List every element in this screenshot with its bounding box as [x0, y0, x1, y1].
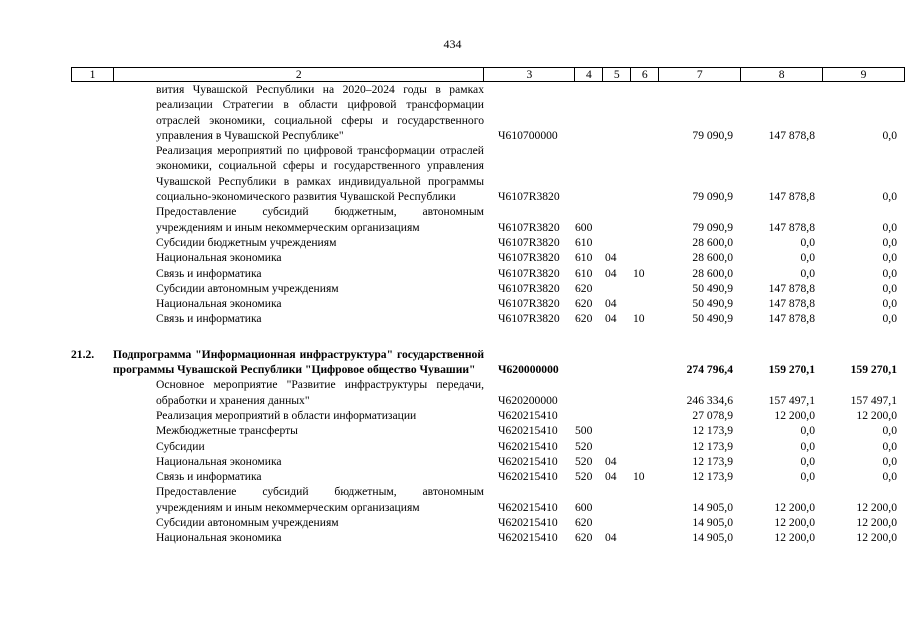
- row-amount-2: 147 878,8: [768, 128, 815, 142]
- row-amount-1: 246 334,6: [686, 393, 733, 407]
- row-amount-2: 147 878,8: [768, 281, 815, 295]
- row-amount-2: 147 878,8: [768, 297, 815, 311]
- row-subsection: 10: [633, 470, 645, 484]
- row-amount-1: 27 078,9: [692, 408, 733, 422]
- row-target-code: Ч6107R3820: [498, 297, 560, 311]
- row-amount-2: 0,0: [800, 266, 815, 280]
- row-target-code: Ч620200000: [498, 393, 558, 407]
- row-subsection: [631, 408, 659, 423]
- row-name: Национальная экономика: [156, 297, 282, 311]
- row-name: Национальная экономика: [156, 251, 282, 265]
- row-name: Субсидии бюджетным учреждениям: [156, 235, 337, 249]
- table-row: [71, 469, 897, 484]
- row-section: [603, 281, 631, 296]
- row-amount-3: 12 200,0: [856, 500, 897, 514]
- row-number: [71, 311, 113, 326]
- row-amount-2: 147 878,8: [768, 220, 815, 234]
- row-number: [71, 143, 113, 204]
- row-section: 04: [605, 312, 617, 326]
- row-amount-1: 79 090,9: [692, 190, 733, 204]
- row-amount-2: 147 878,8: [768, 312, 815, 326]
- column-header-3: 3: [484, 68, 575, 82]
- row-subsection: [631, 454, 659, 469]
- row-number: [71, 266, 113, 281]
- row-subsection: [631, 515, 659, 530]
- row-expense-type: 600: [575, 220, 593, 234]
- row-target-code: Ч6107R3820: [498, 235, 560, 249]
- row-expense-type: 620: [575, 531, 593, 545]
- row-name: Реализация мероприятий в области информатизации: [156, 408, 417, 422]
- row-section: [603, 204, 631, 235]
- row-amount-2: 147 878,8: [768, 190, 815, 204]
- row-subsection: [631, 250, 659, 265]
- row-number: [71, 408, 113, 423]
- row-subsection: [631, 296, 659, 311]
- row-section: [603, 439, 631, 454]
- row-amount-1: 79 090,9: [692, 220, 733, 234]
- table-row: [71, 266, 897, 281]
- row-number: [71, 281, 113, 296]
- row-target-code: Ч620215410: [498, 408, 558, 422]
- row-spacer: [71, 327, 897, 347]
- row-target-code: Ч6107R3820: [498, 312, 560, 326]
- row-number: [71, 235, 113, 250]
- row-number: [71, 204, 113, 235]
- table-row: [71, 454, 897, 469]
- row-subsection: [631, 347, 659, 378]
- row-section: 04: [605, 470, 617, 484]
- row-amount-1: 79 090,9: [692, 128, 733, 142]
- row-number: 21.2.: [71, 347, 95, 361]
- column-header-6: 6: [631, 68, 659, 82]
- row-number: [71, 515, 113, 530]
- row-section: [603, 377, 631, 408]
- row-amount-2: 12 200,0: [774, 500, 815, 514]
- row-name: Национальная экономика: [156, 531, 282, 545]
- row-amount-3: 0,0: [882, 424, 897, 438]
- column-header-8: 8: [741, 68, 823, 82]
- column-header-9: 9: [823, 68, 905, 82]
- table-row: [71, 204, 897, 235]
- row-amount-3: 0,0: [882, 266, 897, 280]
- row-name: Субсидии автономным учреждениям: [156, 281, 339, 295]
- page-number: 434: [443, 37, 462, 51]
- row-expense-type: 620: [575, 297, 593, 311]
- column-header-1: 1: [72, 68, 114, 82]
- row-expense-type: 520: [575, 439, 593, 453]
- row-amount-1: 50 490,9: [692, 297, 733, 311]
- budget-table: [71, 82, 897, 546]
- row-amount-1: 50 490,9: [692, 312, 733, 326]
- table-row: [71, 530, 897, 545]
- row-subsection: [631, 82, 659, 143]
- row-amount-2: 0,0: [800, 439, 815, 453]
- row-expense-type: 610: [575, 251, 593, 265]
- row-name: Реализация мероприятий по цифровой трансформации отраслей экономики, социальной сферы и государственного управления Чувашской Республики в рамках индивидуальной программы социально-экономического развития Чувашской Республики: [156, 144, 484, 204]
- row-subsection: [631, 281, 659, 296]
- row-amount-3: 157 497,1: [850, 393, 897, 407]
- row-amount-3: 0,0: [882, 439, 897, 453]
- row-target-code: Ч6107R3820: [498, 266, 560, 280]
- row-expense-type: [569, 377, 603, 408]
- row-subsection: [631, 143, 659, 204]
- row-subsection: 10: [633, 312, 645, 326]
- row-target-code: Ч620215410: [498, 500, 558, 514]
- row-expense-type: 610: [575, 235, 593, 249]
- row-expense-type: 520: [575, 454, 593, 468]
- row-amount-3: 12 200,0: [856, 408, 897, 422]
- row-amount-3: 0,0: [882, 190, 897, 204]
- table-row: [71, 235, 897, 250]
- row-amount-3: 0,0: [882, 281, 897, 295]
- row-amount-1: 28 600,0: [692, 251, 733, 265]
- row-name: Связь и информатика: [156, 470, 262, 484]
- row-amount-3: 12 200,0: [856, 531, 897, 545]
- table-row: [71, 484, 897, 515]
- row-name: Национальная экономика: [156, 454, 282, 468]
- row-name: Подпрограмма "Информационная инфраструктура" государственной программы Чувашской Республики "Цифровое общество Чувашии": [113, 347, 484, 377]
- row-amount-1: 12 173,9: [692, 470, 733, 484]
- row-section: [603, 82, 631, 143]
- row-amount-1: 274 796,4: [686, 363, 733, 377]
- row-expense-type: 520: [575, 470, 593, 484]
- row-section: [603, 408, 631, 423]
- row-target-code: Ч6107R3820: [498, 281, 560, 295]
- row-section: 04: [605, 297, 617, 311]
- row-amount-2: 0,0: [800, 454, 815, 468]
- row-number: [71, 423, 113, 438]
- row-section: [603, 235, 631, 250]
- row-amount-1: 14 905,0: [692, 531, 733, 545]
- row-amount-1: 12 173,9: [692, 439, 733, 453]
- table-row: [71, 82, 897, 143]
- row-amount-1: 50 490,9: [692, 281, 733, 295]
- row-section: 04: [605, 251, 617, 265]
- table-row: [71, 377, 897, 408]
- row-expense-type: 500: [575, 424, 593, 438]
- row-name: Основное мероприятие "Развитие инфраструктуры передачи, обработки и хранения данных": [156, 378, 484, 407]
- row-amount-3: 0,0: [882, 454, 897, 468]
- row-amount-2: 0,0: [800, 470, 815, 484]
- row-amount-2: 0,0: [800, 235, 815, 249]
- row-name: Межбюджетные трансферты: [156, 424, 298, 438]
- row-amount-3: 0,0: [882, 312, 897, 326]
- row-expense-type: [569, 408, 603, 423]
- row-amount-2: 12 200,0: [774, 408, 815, 422]
- row-name: Субсидии: [156, 439, 205, 453]
- row-expense-type: 610: [575, 266, 593, 280]
- row-target-code: Ч6107R3820: [498, 220, 560, 234]
- row-target-code: Ч620215410: [498, 424, 558, 438]
- row-target-code: Ч620000000: [498, 363, 559, 377]
- row-target-code: Ч620215410: [498, 531, 558, 545]
- row-expense-type: 620: [575, 281, 593, 295]
- row-amount-1: 14 905,0: [692, 516, 733, 530]
- row-number: [71, 530, 113, 545]
- row-name: Субсидии автономным учреждениям: [156, 516, 339, 530]
- row-number: [71, 250, 113, 265]
- row-section: 04: [605, 531, 617, 545]
- row-amount-3: 0,0: [882, 470, 897, 484]
- row-amount-3: 0,0: [882, 220, 897, 234]
- row-target-code: Ч620215410: [498, 454, 558, 468]
- column-header-row: [71, 67, 905, 82]
- row-section: 04: [605, 266, 617, 280]
- row-number: [71, 439, 113, 454]
- row-number: [71, 377, 113, 408]
- row-target-code: Ч6107R3820: [498, 190, 560, 204]
- row-amount-2: 159 270,1: [768, 363, 815, 377]
- row-subsection: [631, 377, 659, 408]
- table-row: [71, 347, 897, 378]
- row-amount-3: 0,0: [882, 297, 897, 311]
- row-section: 04: [605, 454, 617, 468]
- row-expense-type: 620: [575, 516, 593, 530]
- column-header-4: 4: [575, 68, 603, 82]
- row-amount-3: 0,0: [882, 251, 897, 265]
- row-subsection: [631, 204, 659, 235]
- row-expense-type: [569, 143, 603, 204]
- row-amount-2: 0,0: [800, 424, 815, 438]
- row-number: [71, 454, 113, 469]
- row-amount-2: 12 200,0: [774, 531, 815, 545]
- row-name: вития Чувашской Республики на 2020–2024 годы в рамках реализации Стратегии в области цифровой трансформации отраслей экономики, социальной сферы и государственного управления в Чувашской Республике": [156, 83, 484, 142]
- row-number: [71, 484, 113, 515]
- column-header-2: 2: [113, 68, 484, 82]
- row-name: Связь и информатика: [156, 312, 262, 326]
- row-section: [603, 515, 631, 530]
- column-header-5: 5: [603, 68, 631, 82]
- row-name: Предоставление субсидий бюджетным, автономным учреждениям и иным некоммерческим организациям: [156, 205, 484, 234]
- row-number: [71, 469, 113, 484]
- row-amount-3: 0,0: [882, 235, 897, 249]
- row-section: [603, 484, 631, 515]
- row-name: Предоставление субсидий бюджетным, автономным учреждениям и иным некоммерческим организациям: [156, 485, 484, 514]
- row-name: Связь и информатика: [156, 266, 262, 280]
- row-expense-type: 620: [575, 312, 593, 326]
- column-header-7: 7: [659, 68, 741, 82]
- row-amount-3: 12 200,0: [856, 516, 897, 530]
- table-row: [71, 423, 897, 438]
- row-amount-1: 14 905,0: [692, 500, 733, 514]
- table-row: [71, 311, 897, 326]
- row-expense-type: [569, 347, 603, 378]
- row-amount-3: 159 270,1: [850, 363, 897, 377]
- row-amount-1: 28 600,0: [692, 266, 733, 280]
- row-subsection: [631, 439, 659, 454]
- row-section: [603, 423, 631, 438]
- row-target-code: Ч620215410: [498, 439, 558, 453]
- table-row: [71, 281, 897, 296]
- row-amount-1: 28 600,0: [692, 235, 733, 249]
- row-amount-2: 157 497,1: [768, 393, 815, 407]
- row-target-code: Ч620215410: [498, 470, 558, 484]
- row-subsection: [631, 235, 659, 250]
- table-row: [71, 250, 897, 265]
- table-row: [71, 296, 897, 311]
- row-subsection: [631, 484, 659, 515]
- row-subsection: [631, 530, 659, 545]
- row-section: [603, 347, 631, 378]
- row-subsection: 10: [633, 266, 645, 280]
- table-row: [71, 515, 897, 530]
- table-row: [71, 408, 897, 423]
- row-amount-3: 0,0: [882, 128, 897, 142]
- row-target-code: Ч6107R3820: [498, 251, 560, 265]
- row-amount-2: 12 200,0: [774, 516, 815, 530]
- row-expense-type: [569, 82, 603, 143]
- row-subsection: [631, 423, 659, 438]
- row-number: [71, 82, 113, 143]
- row-target-code: Ч620215410: [498, 516, 558, 530]
- row-amount-1: 12 173,9: [692, 454, 733, 468]
- row-number: [71, 296, 113, 311]
- row-amount-2: 0,0: [800, 251, 815, 265]
- row-section: [603, 143, 631, 204]
- row-amount-1: 12 173,9: [692, 424, 733, 438]
- row-expense-type: 600: [575, 500, 593, 514]
- row-target-code: Ч610700000: [498, 128, 558, 142]
- table-row: [71, 439, 897, 454]
- table-row: [71, 143, 897, 204]
